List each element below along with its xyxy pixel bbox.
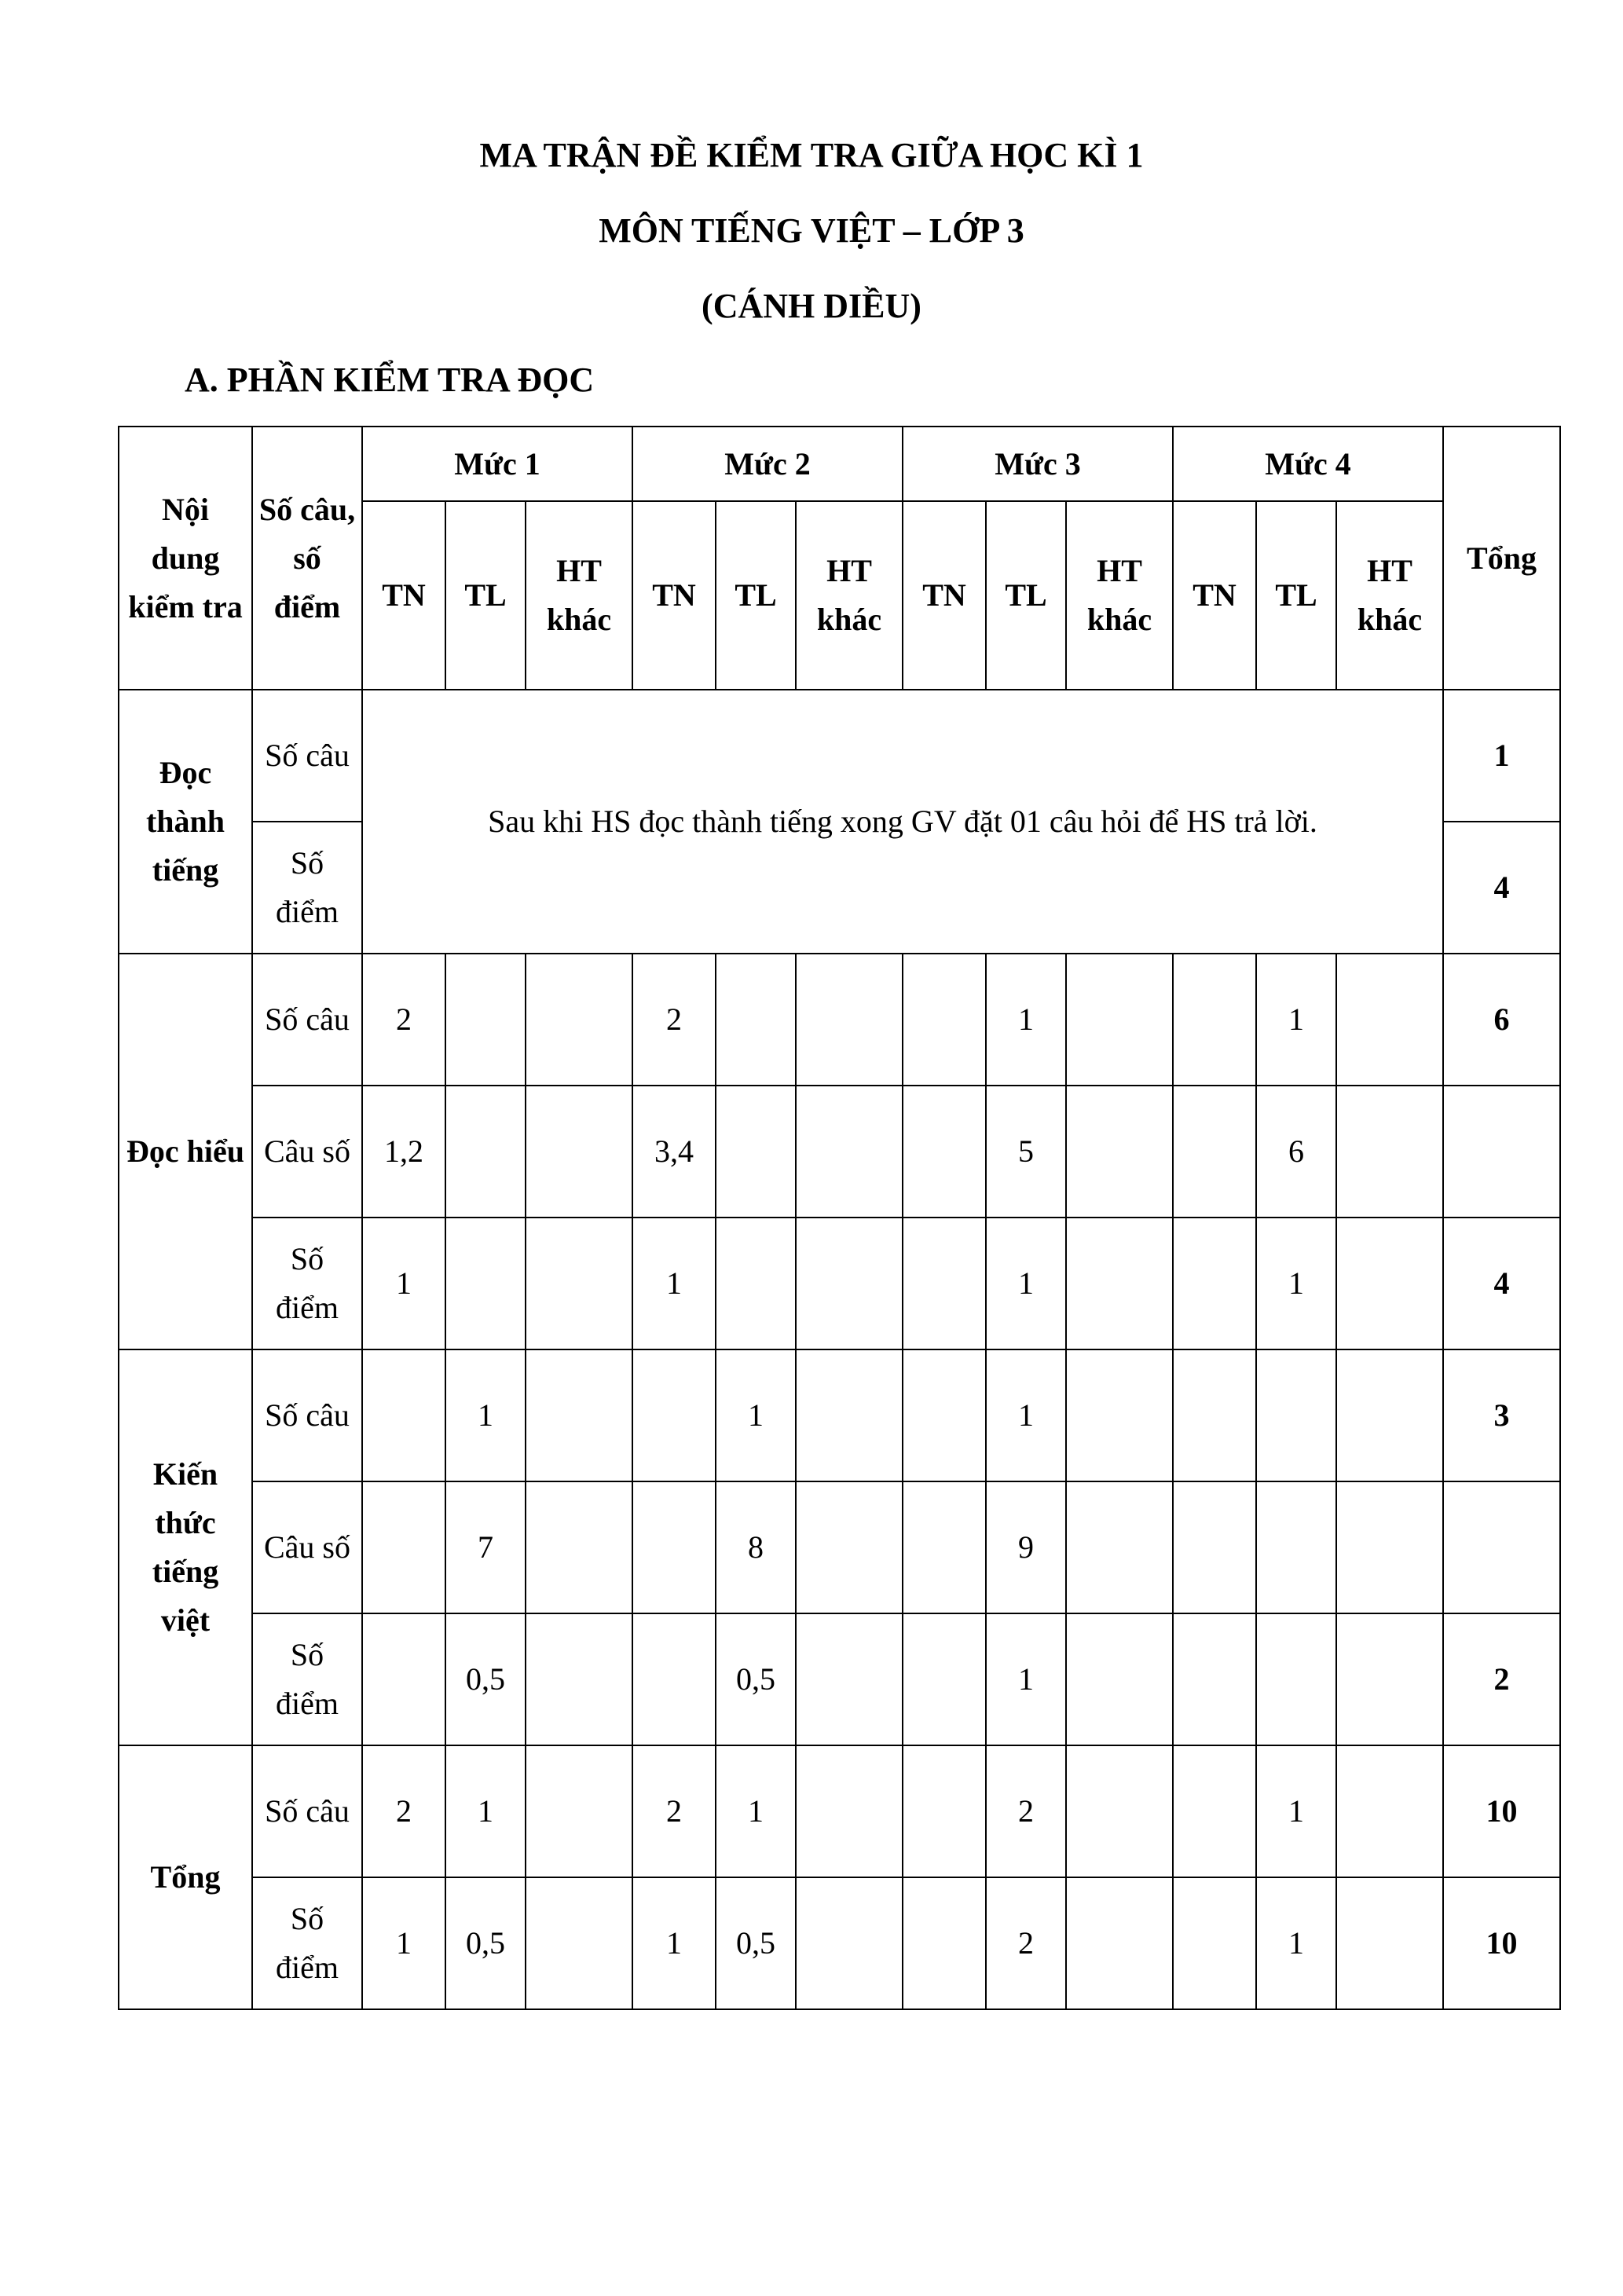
value-cell [445, 954, 526, 1086]
value-cell [903, 954, 986, 1086]
value-cell [1256, 1613, 1336, 1745]
value-cell [526, 1481, 632, 1613]
value-cell: 1 [362, 1218, 445, 1349]
value-cell [1336, 1218, 1443, 1349]
value-cell [1336, 954, 1443, 1086]
row-label-cell: Số câu [252, 1349, 362, 1481]
subheader-tn-m4: TN [1173, 501, 1256, 690]
value-cell [526, 954, 632, 1086]
row-label-cell: Câu số [252, 1086, 362, 1218]
value-cell: 1,2 [362, 1086, 445, 1218]
value-cell [796, 1481, 903, 1613]
subheader-tn-m3: TN [903, 501, 986, 690]
subheader-tn-m1: TN [362, 501, 445, 690]
header-level-2: Mức 2 [632, 427, 903, 501]
header-content-col: Nội dung kiểm tra [119, 427, 252, 690]
value-cell: 6 [1256, 1086, 1336, 1218]
value-cell: 1 [445, 1349, 526, 1481]
value-cell: 0,5 [445, 1613, 526, 1745]
row-label-cell: Số điểm [252, 1613, 362, 1745]
value-cell: 0,5 [716, 1613, 796, 1745]
subheader-tl-m1: TL [445, 501, 526, 690]
value-cell [632, 1613, 716, 1745]
value-cell: 1 [986, 1613, 1066, 1745]
value-cell: 1 [445, 1745, 526, 1877]
value-cell [1173, 1349, 1256, 1481]
value-cell: 1 [986, 1349, 1066, 1481]
value-cell: 1 [716, 1745, 796, 1877]
value-cell [796, 1613, 903, 1745]
header-row-levels [119, 427, 1560, 501]
value-cell [796, 1745, 903, 1877]
value-cell: 1 [1256, 1745, 1336, 1877]
value-cell: 1 [986, 1218, 1066, 1349]
section-name-cell: Kiến thức tiếng việt [119, 1349, 252, 1745]
value-cell [362, 1349, 445, 1481]
value-cell [1173, 1481, 1256, 1613]
value-cell [1336, 1481, 1443, 1613]
value-cell [362, 1481, 445, 1613]
value-cell [796, 1086, 903, 1218]
value-cell: 2 [632, 954, 716, 1086]
value-cell [903, 1349, 986, 1481]
row-label-cell: Câu số [252, 1481, 362, 1613]
table-row [119, 1218, 1560, 1349]
subheader-tl-m4: TL [1256, 501, 1336, 690]
value-cell: 1 [632, 1218, 716, 1349]
value-cell [1066, 1349, 1173, 1481]
row-label-cell: Số điểm [252, 1218, 362, 1349]
subheader-tl-m2: TL [716, 501, 796, 690]
value-cell [716, 1086, 796, 1218]
value-cell [903, 1613, 986, 1745]
row-label-cell: Số câu [252, 1745, 362, 1877]
table-row [119, 954, 1560, 1086]
value-cell [1173, 1877, 1256, 2009]
value-cell: 3,4 [632, 1086, 716, 1218]
value-cell [526, 1613, 632, 1745]
value-cell [1173, 1218, 1256, 1349]
value-cell [903, 1218, 986, 1349]
value-cell [1066, 1086, 1173, 1218]
value-cell [903, 1086, 986, 1218]
value-cell [1066, 1218, 1173, 1349]
value-cell [1256, 1349, 1336, 1481]
value-cell [526, 1349, 632, 1481]
value-cell: 1 [1256, 1877, 1336, 2009]
row-label-cell: Số câu [252, 690, 362, 822]
section-name-cell: Đọc thành tiếng [119, 690, 252, 954]
table-row [119, 1481, 1560, 1613]
value-cell: 8 [716, 1481, 796, 1613]
value-cell [903, 1877, 986, 2009]
table-row [119, 690, 1560, 822]
value-cell [632, 1481, 716, 1613]
section-heading: A. PHẦN KIỂM TRA ĐỌC [185, 361, 595, 399]
value-cell [716, 1218, 796, 1349]
subheader-tn-m2: TN [632, 501, 716, 690]
value-cell: 0,5 [716, 1877, 796, 2009]
note-cell: Sau khi HS đọc thành tiếng xong GV đặt 01 câu hỏi để HS trả lời. [362, 690, 1443, 954]
value-cell: 0,5 [445, 1877, 526, 2009]
value-cell [903, 1481, 986, 1613]
subheader-htkhac-m3: HT khác [1066, 501, 1173, 690]
header-level-1: Mức 1 [362, 427, 632, 501]
subheader-tl-m3: TL [986, 501, 1066, 690]
doc-title-line-2: MÔN TIẾNG VIỆT – LỚP 3 [599, 211, 1024, 250]
section-name-cell: Đọc hiểu [119, 954, 252, 1349]
header-count-col: Số câu, số điểm [252, 427, 362, 690]
value-cell [1066, 1745, 1173, 1877]
value-cell [362, 1613, 445, 1745]
value-cell: 1 [362, 1877, 445, 2009]
value-cell [526, 1218, 632, 1349]
doc-title-line-3: (CÁNH DIỀU) [702, 287, 921, 325]
table-row [119, 1877, 1560, 2009]
table-row [119, 1613, 1560, 1745]
value-cell [1173, 1086, 1256, 1218]
total-cell: 4 [1443, 822, 1560, 954]
value-cell [1066, 1877, 1173, 2009]
value-cell [1066, 1481, 1173, 1613]
value-cell [445, 1086, 526, 1218]
value-cell [903, 1745, 986, 1877]
table-row [119, 1745, 1560, 1877]
value-cell [1336, 1086, 1443, 1218]
value-cell [1066, 1613, 1173, 1745]
value-cell: 1 [986, 954, 1066, 1086]
value-cell [796, 954, 903, 1086]
value-cell [1336, 1745, 1443, 1877]
value-cell [796, 1218, 903, 1349]
value-cell [1336, 1877, 1443, 2009]
value-cell: 2 [362, 954, 445, 1086]
value-cell: 9 [986, 1481, 1066, 1613]
value-cell [1173, 1745, 1256, 1877]
value-cell: 1 [1256, 1218, 1336, 1349]
subheader-htkhac-m4: HT khác [1336, 501, 1443, 690]
total-cell: 2 [1443, 1613, 1560, 1745]
value-cell: 2 [986, 1745, 1066, 1877]
value-cell: 2 [986, 1877, 1066, 2009]
table-row [119, 1349, 1560, 1481]
document-header [0, 0, 1623, 344]
value-cell: 5 [986, 1086, 1066, 1218]
value-cell [1256, 1481, 1336, 1613]
value-cell [1173, 954, 1256, 1086]
total-cell: 3 [1443, 1349, 1560, 1481]
value-cell [632, 1349, 716, 1481]
value-cell [796, 1877, 903, 2009]
value-cell: 2 [362, 1745, 445, 1877]
row-label-cell: Số điểm [252, 822, 362, 954]
value-cell: 1 [632, 1877, 716, 2009]
header-level-3: Mức 3 [903, 427, 1173, 501]
subheader-htkhac-m1: HT khác [526, 501, 632, 690]
value-cell [1066, 954, 1173, 1086]
value-cell [716, 954, 796, 1086]
total-cell: 10 [1443, 1877, 1560, 2009]
value-cell [526, 1877, 632, 2009]
total-cell: 10 [1443, 1745, 1560, 1877]
value-cell [526, 1745, 632, 1877]
value-cell [1336, 1613, 1443, 1745]
table-row [119, 1086, 1560, 1218]
value-cell [526, 1086, 632, 1218]
header-level-4: Mức 4 [1173, 427, 1443, 501]
value-cell [1336, 1349, 1443, 1481]
total-cell [1443, 1086, 1560, 1218]
value-cell: 1 [716, 1349, 796, 1481]
subheader-htkhac-m2: HT khác [796, 501, 903, 690]
section-name-cell: Tổng [119, 1745, 252, 2009]
row-label-cell: Số câu [252, 954, 362, 1086]
value-cell: 2 [632, 1745, 716, 1877]
value-cell: 7 [445, 1481, 526, 1613]
value-cell [445, 1218, 526, 1349]
total-cell: 6 [1443, 954, 1560, 1086]
total-cell: 4 [1443, 1218, 1560, 1349]
row-label-cell: Số điểm [252, 1877, 362, 2009]
total-cell: 1 [1443, 690, 1560, 822]
total-cell [1443, 1481, 1560, 1613]
header-total-col: Tổng [1443, 427, 1560, 690]
doc-title-line-1: MA TRẬN ĐỀ KIỂM TRA GIỮA HỌC KÌ 1 [479, 136, 1144, 174]
value-cell: 1 [1256, 954, 1336, 1086]
value-cell [796, 1349, 903, 1481]
value-cell [1173, 1613, 1256, 1745]
exam-matrix-table [118, 426, 1561, 2010]
